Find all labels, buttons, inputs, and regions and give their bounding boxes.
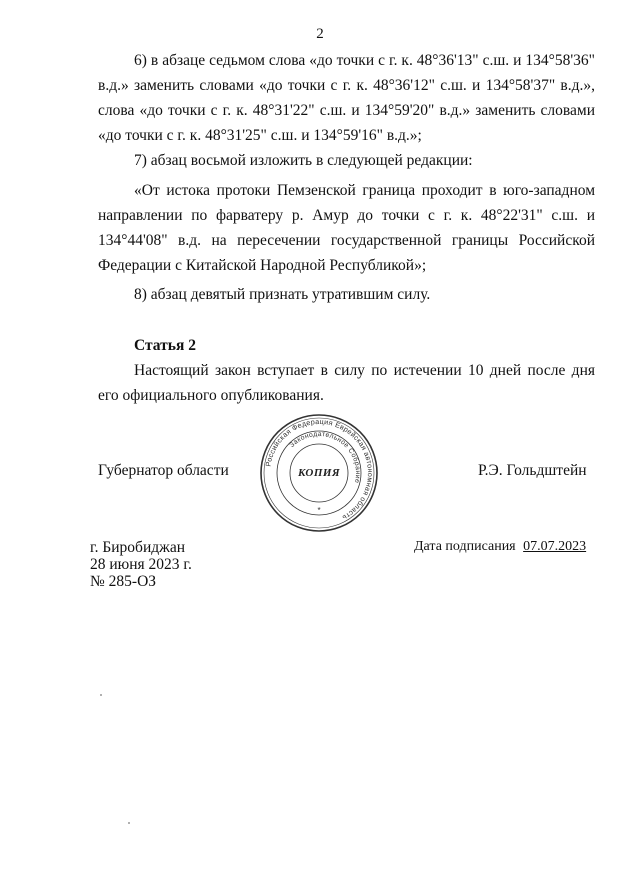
footer-city: г. Биробиджан: [90, 539, 186, 556]
stamp-star: *: [317, 506, 321, 515]
stamp-inner-text: Законодательное Собрание: [288, 430, 362, 484]
page-number: 2: [316, 26, 324, 42]
stamp-center-text: КОПИЯ: [297, 467, 341, 479]
article-2-text: Настоящий закон вступает в силу по истечении 10 дней после дня его официального опубликования.: [98, 362, 595, 404]
amendment-item-8: 8) абзац девятый признать утратившим силу.: [134, 286, 431, 303]
stamp-outer-text: Российская Федерация Еврейская автономная область: [263, 416, 376, 523]
signature-name: Р.Э. Гольдштейн: [478, 462, 587, 479]
footer-date: 28 июня 2023 г.: [90, 556, 192, 573]
signature-title: Губернатор области: [98, 462, 229, 479]
amendment-item-7: 7) абзац восьмой изложить в следующей редакции:: [134, 152, 473, 169]
signing-date-block: [414, 539, 586, 555]
signing-date-label: Дата подписания: [414, 539, 516, 554]
amendment-item-6: 6) в абзаце седьмом слова «до точки с г. к. 48°36'13" с.ш. и 134°58'36" в.д.» заменить словами «до точки с г. к. 48°36'12" с.ш. и 134°58'37" в.д.», слова «до точки с г. к. 48°31'22" с.ш. и 134°59'20" в.д.» заменить словами «до точки с г. к. 48°31'25" с.ш. и 134°59'16" в.д.»;: [98, 52, 595, 144]
scan-speck: [128, 822, 130, 824]
signing-date-value: 07.07.2023: [523, 539, 587, 554]
scan-speck: [100, 694, 102, 696]
official-stamp: [258, 412, 380, 534]
amendment-item-7-quote: «От истока протоки Пемзенской граница проходит в юго-западном направлении по фарватеру р. Амур до точки с г. к. 48°22'31" с.ш. и 134°44'08" в.д. на пересечении государственной границы Российской Федерации с Китайской Народной Республикой»;: [98, 182, 595, 274]
footer-law-number: № 285-ОЗ: [90, 573, 157, 590]
article-2-heading: Статья 2: [134, 337, 196, 354]
